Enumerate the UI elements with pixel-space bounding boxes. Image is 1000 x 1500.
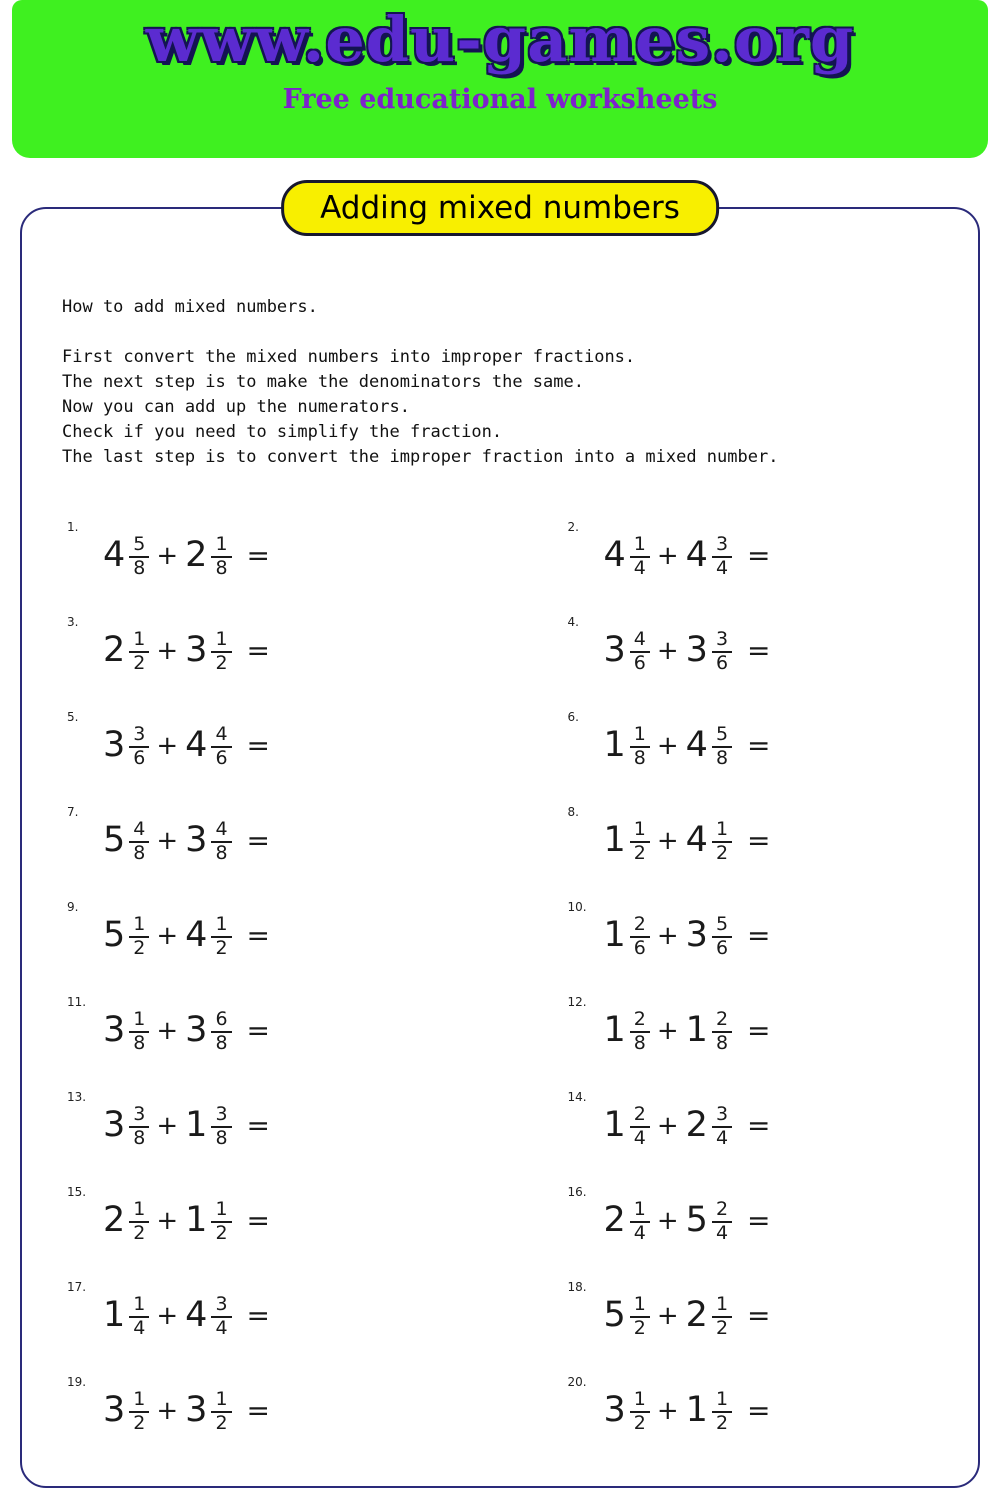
second-denominator: 4 [715, 1221, 729, 1244]
problem [47, 1268, 493, 1363]
problem-expression [604, 628, 771, 673]
first-fraction [630, 629, 650, 674]
second-numerator: 1 [712, 1389, 732, 1412]
second-whole-number: 3 [185, 1010, 208, 1050]
second-denominator: 2 [715, 1316, 729, 1339]
equals-sign: = [246, 633, 271, 667]
second-fraction [712, 1294, 732, 1339]
problem-expression [604, 818, 771, 863]
second-whole-number: 2 [685, 1105, 708, 1145]
second-numerator: 6 [211, 1009, 231, 1032]
problem-expression [103, 533, 270, 578]
second-numerator: 5 [712, 914, 732, 937]
first-denominator: 2 [133, 1411, 146, 1434]
second-whole-number: 4 [685, 535, 708, 575]
equals-sign: = [246, 728, 271, 762]
first-fraction [129, 1009, 149, 1054]
problem-number: 5. [67, 710, 79, 724]
problem-expression [103, 818, 270, 863]
first-whole-number: 2 [103, 1200, 126, 1240]
first-numerator: 1 [129, 1009, 149, 1032]
second-fraction [712, 1104, 732, 1149]
plus-sign: + [656, 1300, 679, 1331]
first-fraction [129, 1199, 149, 1244]
plus-sign: + [656, 1110, 679, 1141]
problem [493, 1173, 939, 1268]
second-whole-number: 3 [185, 1390, 208, 1430]
instruction-line: The next step is to make the denominators the same. [62, 372, 584, 392]
second-whole-number: 2 [685, 1295, 708, 1335]
second-denominator: 2 [215, 1221, 228, 1244]
second-fraction [712, 1389, 732, 1434]
worksheet-title: Adding mixed numbers [281, 180, 719, 236]
first-numerator: 3 [129, 1104, 149, 1127]
second-numerator: 3 [712, 629, 732, 652]
second-fraction [712, 629, 732, 674]
equals-sign: = [246, 538, 271, 572]
instruction-line: Check if you need to simplify the fraction. [62, 422, 503, 442]
first-numerator: 1 [129, 1389, 149, 1412]
plus-sign: + [656, 540, 679, 571]
problem-number: 4. [567, 615, 579, 629]
problem-expression [103, 1198, 270, 1243]
problem [493, 698, 939, 793]
instruction-line: First convert the mixed numbers into improper fractions. [62, 347, 636, 367]
first-denominator: 6 [633, 936, 646, 959]
plus-sign: + [656, 1205, 679, 1236]
problem-number: 10. [567, 900, 587, 914]
second-whole-number: 1 [185, 1105, 208, 1145]
problem-number: 11. [67, 995, 87, 1009]
equals-sign: = [747, 1013, 771, 1047]
problem [47, 888, 493, 983]
first-fraction [129, 1294, 149, 1339]
second-whole-number: 4 [185, 725, 208, 765]
site-brand: www.edu-games.org [145, 3, 855, 76]
equals-sign: = [747, 823, 771, 857]
first-whole-number: 1 [603, 1010, 626, 1050]
first-whole-number: 5 [103, 820, 126, 860]
first-numerator: 1 [129, 914, 149, 937]
first-fraction [630, 1199, 650, 1244]
problem-expression [103, 1388, 270, 1433]
equals-sign: = [246, 1393, 271, 1427]
problem [493, 888, 939, 983]
problem [47, 1078, 493, 1173]
problem [47, 508, 493, 603]
second-denominator: 6 [215, 746, 228, 769]
problem-expression [103, 1103, 270, 1148]
problem [493, 508, 939, 603]
first-denominator: 6 [633, 651, 646, 674]
second-numerator: 2 [712, 1009, 732, 1032]
first-whole-number: 5 [603, 1295, 626, 1335]
second-fraction [211, 1199, 231, 1244]
second-fraction [211, 819, 231, 864]
second-whole-number: 1 [685, 1390, 708, 1430]
first-whole-number: 3 [603, 1390, 626, 1430]
problem [493, 1268, 939, 1363]
second-numerator: 3 [712, 1104, 732, 1127]
second-whole-number: 1 [685, 1010, 708, 1050]
problem-expression [604, 913, 771, 958]
problem-number: 7. [67, 805, 79, 819]
problem-expression [103, 628, 270, 673]
first-numerator: 1 [630, 534, 650, 557]
second-denominator: 8 [715, 746, 729, 769]
problem-number: 19. [67, 1375, 87, 1389]
second-whole-number: 1 [185, 1200, 208, 1240]
first-numerator: 2 [630, 914, 650, 937]
problem-number: 15. [67, 1185, 87, 1199]
site-header [12, 0, 988, 158]
first-denominator: 4 [633, 1126, 646, 1149]
first-whole-number: 5 [103, 915, 126, 955]
equals-sign: = [747, 1393, 771, 1427]
first-denominator: 4 [133, 1316, 146, 1339]
first-whole-number: 1 [603, 820, 626, 860]
second-fraction [712, 724, 732, 769]
second-fraction [211, 1009, 231, 1054]
equals-sign: = [747, 918, 771, 952]
problem-number: 13. [67, 1090, 87, 1104]
problem-expression [604, 1103, 771, 1148]
first-fraction [129, 914, 149, 959]
first-whole-number: 3 [103, 725, 126, 765]
first-denominator: 2 [133, 651, 146, 674]
second-denominator: 4 [715, 1126, 729, 1149]
first-fraction [630, 1104, 650, 1149]
plus-sign: + [656, 730, 679, 761]
second-numerator: 5 [712, 724, 732, 747]
plus-sign: + [156, 1300, 179, 1331]
plus-sign: + [156, 730, 179, 761]
equals-sign: = [747, 538, 771, 572]
second-whole-number: 3 [185, 820, 208, 860]
problems-grid [22, 508, 978, 1458]
second-whole-number: 4 [685, 725, 708, 765]
second-numerator: 4 [211, 724, 231, 747]
first-whole-number: 2 [603, 1200, 626, 1240]
second-fraction [211, 724, 231, 769]
first-fraction [630, 1294, 650, 1339]
second-numerator: 2 [712, 1199, 732, 1222]
plus-sign: + [656, 920, 679, 951]
second-denominator: 8 [215, 556, 228, 579]
plus-sign: + [156, 1205, 179, 1236]
first-whole-number: 1 [603, 915, 626, 955]
problem-expression [604, 1198, 771, 1243]
plus-sign: + [156, 825, 179, 856]
second-numerator: 1 [712, 1294, 732, 1317]
plus-sign: + [656, 1395, 679, 1426]
second-whole-number: 4 [185, 915, 208, 955]
problem-number: 18. [567, 1280, 587, 1294]
second-whole-number: 4 [185, 1295, 208, 1335]
problem-number: 1. [67, 520, 79, 534]
second-numerator: 1 [211, 914, 231, 937]
first-denominator: 8 [133, 841, 146, 864]
first-denominator: 4 [633, 1221, 646, 1244]
second-denominator: 2 [215, 651, 228, 674]
problem-expression [604, 1388, 771, 1433]
problem-number: 9. [67, 900, 79, 914]
second-numerator: 1 [211, 1389, 231, 1412]
first-fraction [630, 724, 650, 769]
problem-expression [103, 1293, 270, 1338]
second-fraction [712, 914, 732, 959]
first-numerator: 1 [630, 724, 650, 747]
second-whole-number: 3 [685, 915, 708, 955]
second-fraction [211, 1104, 231, 1149]
first-whole-number: 2 [103, 630, 126, 670]
first-fraction [129, 1389, 149, 1434]
instruction-line: The last step is to convert the improper fraction into a mixed number. [62, 447, 779, 467]
instruction-line [62, 320, 938, 345]
first-numerator: 2 [630, 1104, 650, 1127]
problem-expression [604, 533, 771, 578]
first-whole-number: 3 [103, 1010, 126, 1050]
problem-expression [604, 723, 771, 768]
first-numerator: 1 [630, 1389, 650, 1412]
problem-expression [604, 1293, 771, 1338]
equals-sign: = [747, 1298, 771, 1332]
equals-sign: = [246, 1203, 271, 1237]
first-fraction [630, 1009, 650, 1054]
second-numerator: 3 [712, 534, 732, 557]
equals-sign: = [246, 918, 271, 952]
problem [493, 983, 939, 1078]
second-denominator: 6 [715, 936, 729, 959]
first-denominator: 8 [633, 746, 646, 769]
first-numerator: 5 [129, 534, 149, 557]
second-numerator: 4 [211, 819, 231, 842]
second-denominator: 8 [215, 1126, 228, 1149]
first-whole-number: 3 [603, 630, 626, 670]
first-fraction [129, 1104, 149, 1149]
instruction-line: How to add mixed numbers. [62, 297, 318, 317]
second-denominator: 2 [215, 1411, 228, 1434]
first-denominator: 2 [133, 1221, 146, 1244]
problem [493, 1078, 939, 1173]
first-fraction [630, 1389, 650, 1434]
equals-sign: = [747, 633, 771, 667]
site-tagline: Free educational worksheets [282, 84, 718, 116]
equals-sign: = [747, 728, 771, 762]
first-numerator: 3 [129, 724, 149, 747]
first-denominator: 2 [633, 1411, 646, 1434]
problem-expression [103, 913, 270, 958]
first-numerator: 1 [129, 1199, 149, 1222]
equals-sign: = [747, 1203, 771, 1237]
second-denominator: 2 [715, 841, 729, 864]
worksheet-wrap [20, 190, 980, 1488]
problem [47, 1173, 493, 1268]
first-numerator: 4 [630, 629, 650, 652]
problem-expression [604, 1008, 771, 1053]
second-denominator: 8 [215, 841, 228, 864]
first-fraction [129, 534, 149, 579]
first-denominator: 2 [633, 1316, 646, 1339]
first-denominator: 8 [133, 556, 146, 579]
worksheet-sheet [20, 207, 980, 1488]
second-numerator: 3 [211, 1294, 231, 1317]
problem-number: 6. [567, 710, 579, 724]
problem-number: 20. [567, 1375, 587, 1389]
second-numerator: 3 [211, 1104, 231, 1127]
problem-expression [103, 723, 270, 768]
second-denominator: 6 [715, 651, 729, 674]
second-numerator: 1 [211, 534, 231, 557]
first-denominator: 2 [633, 841, 646, 864]
plus-sign: + [156, 540, 179, 571]
problem [493, 793, 939, 888]
second-fraction [211, 629, 231, 674]
problem-number: 8. [567, 805, 579, 819]
second-denominator: 8 [215, 1031, 228, 1054]
second-denominator: 2 [215, 936, 228, 959]
second-fraction [712, 1009, 732, 1054]
second-numerator: 1 [211, 1199, 231, 1222]
problem-number: 3. [67, 615, 79, 629]
plus-sign: + [156, 920, 179, 951]
second-numerator: 1 [211, 629, 231, 652]
second-whole-number: 3 [685, 630, 708, 670]
problem [493, 603, 939, 698]
first-fraction [630, 914, 650, 959]
plus-sign: + [656, 1015, 679, 1046]
problem-number: 17. [67, 1280, 87, 1294]
second-fraction [211, 1294, 231, 1339]
first-whole-number: 1 [103, 1295, 126, 1335]
plus-sign: + [656, 635, 679, 666]
problem-number: 14. [567, 1090, 587, 1104]
equals-sign: = [246, 1108, 271, 1142]
second-fraction [712, 819, 732, 864]
instructions [22, 295, 978, 470]
second-whole-number: 3 [185, 630, 208, 670]
problem-number: 2. [567, 520, 579, 534]
second-denominator: 4 [215, 1316, 228, 1339]
problem [47, 1363, 493, 1458]
first-whole-number: 3 [103, 1105, 126, 1145]
first-whole-number: 1 [603, 725, 626, 765]
second-whole-number: 2 [185, 535, 208, 575]
equals-sign: = [747, 1108, 771, 1142]
first-numerator: 1 [129, 629, 149, 652]
problem [47, 983, 493, 1078]
first-denominator: 8 [133, 1126, 146, 1149]
first-numerator: 1 [630, 819, 650, 842]
first-whole-number: 4 [103, 535, 126, 575]
first-fraction [630, 534, 650, 579]
first-fraction [129, 724, 149, 769]
plus-sign: + [156, 1110, 179, 1141]
first-numerator: 2 [630, 1009, 650, 1032]
first-numerator: 4 [129, 819, 149, 842]
first-whole-number: 4 [603, 535, 626, 575]
problem-number: 12. [567, 995, 587, 1009]
equals-sign: = [246, 1298, 271, 1332]
second-denominator: 8 [715, 1031, 729, 1054]
problem [493, 1363, 939, 1458]
equals-sign: = [246, 1013, 271, 1047]
first-fraction [630, 819, 650, 864]
second-whole-number: 4 [685, 820, 708, 860]
second-whole-number: 5 [685, 1200, 708, 1240]
second-fraction [712, 534, 732, 579]
first-numerator: 1 [630, 1199, 650, 1222]
first-numerator: 1 [630, 1294, 650, 1317]
problem-number: 16. [567, 1185, 587, 1199]
second-denominator: 4 [715, 556, 729, 579]
first-denominator: 4 [633, 556, 646, 579]
second-fraction [211, 914, 231, 959]
problem [47, 603, 493, 698]
plus-sign: + [156, 1395, 179, 1426]
second-fraction [211, 1389, 231, 1434]
first-denominator: 6 [133, 746, 146, 769]
second-numerator: 1 [712, 819, 732, 842]
first-whole-number: 3 [103, 1390, 126, 1430]
first-denominator: 8 [633, 1031, 646, 1054]
plus-sign: + [156, 635, 179, 666]
problem [47, 698, 493, 793]
problem [47, 793, 493, 888]
second-denominator: 2 [715, 1411, 729, 1434]
first-whole-number: 1 [603, 1105, 626, 1145]
first-fraction [129, 629, 149, 674]
second-fraction [211, 534, 231, 579]
first-denominator: 8 [133, 1031, 146, 1054]
plus-sign: + [156, 1015, 179, 1046]
plus-sign: + [656, 825, 679, 856]
first-denominator: 2 [133, 936, 146, 959]
equals-sign: = [246, 823, 271, 857]
first-fraction [129, 819, 149, 864]
instruction-line: Now you can add up the numerators. [62, 397, 410, 417]
first-numerator: 1 [129, 1294, 149, 1317]
second-fraction [712, 1199, 732, 1244]
problem-expression [103, 1008, 270, 1053]
